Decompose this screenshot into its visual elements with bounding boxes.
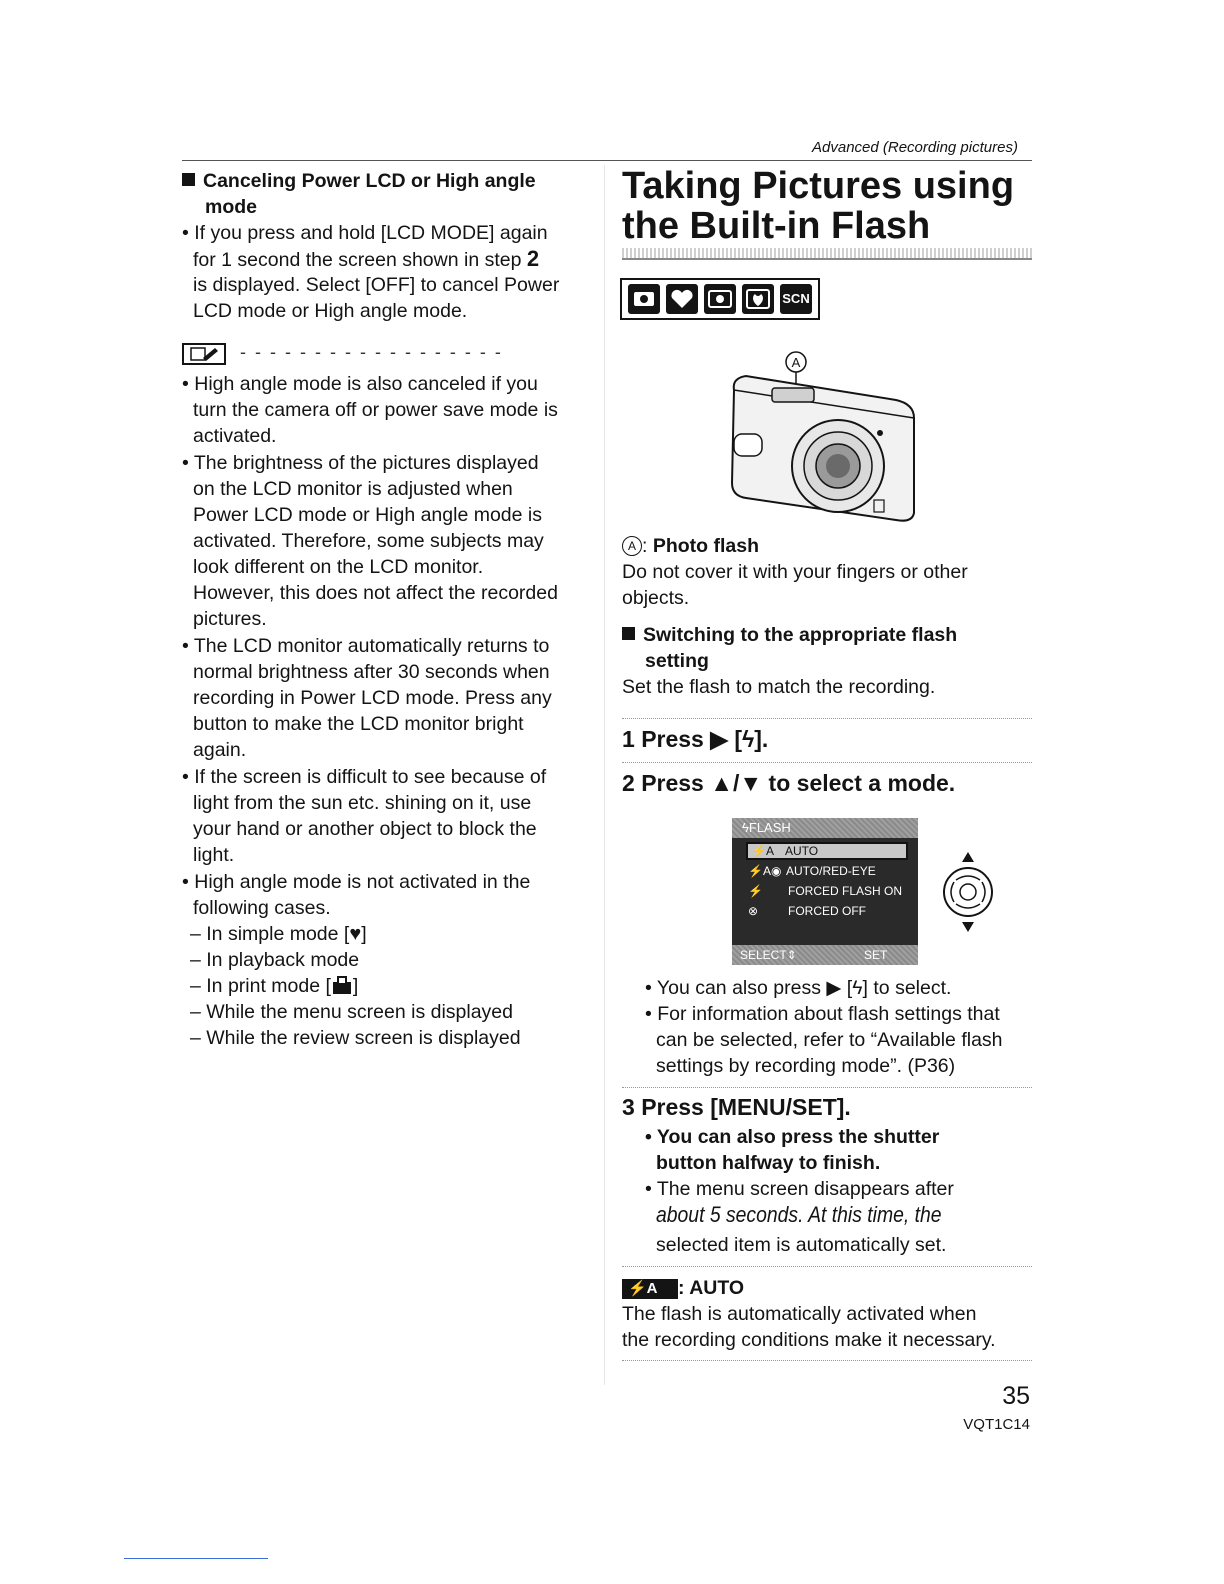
flash-auto-icon: ⚡A (622, 1279, 678, 1299)
photo-flash-desc-1: Do not cover it with your fingers or other (622, 561, 968, 583)
title-underline (622, 248, 1032, 260)
note-line: activated. (193, 425, 277, 447)
right-arrow-icon: ▶ (710, 726, 728, 752)
note-icon (182, 343, 226, 365)
page-title: Taking Pictures using the Built-in Flash (622, 165, 1015, 247)
step2-bullet: can be selected, refer to “Available flash (656, 1029, 1003, 1051)
cancel-heading: Canceling Power LCD or High angle mode (182, 168, 536, 220)
note-line: following cases. (193, 897, 331, 919)
cancel-text-2: for 1 second the screen shown in step 2 (193, 246, 540, 271)
photo-flash-caption: A : Photo flash (622, 533, 759, 559)
step-2: 2 Press ▲/▼ to select a mode. (622, 770, 956, 796)
recording-mode-icons (620, 278, 820, 320)
auto-heading: ⚡A : AUTO (622, 1275, 744, 1301)
auto-desc-1: The flash is automatically activated when (622, 1303, 977, 1325)
step-divider (622, 718, 1032, 720)
note-line: • High angle mode is also canceled if you (182, 373, 538, 395)
case-menu-screen: – While the menu screen is displayed (190, 1001, 513, 1023)
column-divider (604, 165, 605, 1385)
step3-note-2: about 5 seconds. At this time, the (656, 1202, 942, 1227)
square-bullet-icon (182, 173, 195, 186)
flash-icon: ϟ (742, 820, 749, 835)
section-label: Advanced (Recording pictures) (812, 139, 1018, 156)
step-3: 3 Press [MENU/SET]. (622, 1094, 851, 1120)
heart-icon (666, 284, 698, 314)
note-line: normal brightness after 30 seconds when (193, 661, 550, 683)
menu-item-forced-off[interactable]: ⊗ FORCED OFF (748, 904, 866, 918)
note-line: light from the sun etc. shining on it, use (193, 792, 532, 814)
step-divider (622, 1087, 1032, 1089)
photo-flash-desc-2: objects. (622, 587, 690, 609)
callout-letter: A (791, 355, 801, 370)
up-arrow-icon (962, 852, 974, 862)
menu-item-auto[interactable]: ⚡A AUTO (746, 842, 908, 860)
step3-bold-1: • You can also press the shutter (645, 1126, 940, 1148)
note-line: pictures. (193, 608, 267, 630)
note-line: look different on the LCD monitor. (193, 556, 484, 578)
square-bullet-icon (622, 627, 635, 640)
flash-icon: ϟ (852, 977, 863, 999)
step3-note-3: selected item is automatically set. (656, 1234, 947, 1256)
cancel-text-1: • If you press and hold [LCD MODE] again (182, 222, 548, 244)
note-line: on the LCD monitor is adjusted when (193, 478, 513, 500)
menu-item-forced-on[interactable]: ⚡ FORCED FLASH ON (748, 884, 903, 898)
note-line: • High angle mode is not activated in the (182, 871, 531, 893)
cancel-text-4: LCD mode or High angle mode. (193, 300, 468, 322)
camera-mode-icon (704, 284, 736, 314)
auto-desc-2: the recording conditions make it necessary. (622, 1329, 996, 1351)
note-line: • The LCD monitor automatically returns to (182, 635, 550, 657)
note-line: Power LCD mode or High angle mode is (193, 504, 543, 526)
menu-footer (732, 945, 918, 965)
note-line: • The brightness of the pictures displayed (182, 452, 539, 474)
set-hint: SET (864, 948, 888, 962)
note-line: light. (193, 844, 235, 866)
section-divider (622, 1266, 1032, 1268)
step-1: 1 Press ▶ [ϟ]. (622, 726, 769, 752)
flash-menu-screen (732, 818, 918, 965)
menu-title: ϟFLASH (732, 818, 918, 838)
top-divider (182, 160, 1032, 161)
case-playback-mode: – In playback mode (190, 949, 360, 971)
note-line: again. (193, 739, 247, 761)
case-review-screen: – While the review screen is displayed (190, 1027, 521, 1049)
switching-heading: Switching to the appropriate flash setting (622, 622, 957, 674)
cancel-text-3: is displayed. Select [OFF] to cancel Power (193, 274, 560, 296)
right-arrow-icon: ▶ (826, 977, 842, 999)
select-hint: SELECT⇕ (740, 948, 797, 962)
step2-bullet: settings by recording mode”. (P36) (656, 1055, 956, 1077)
step2-bullet: • For information about flash settings that (645, 1003, 1000, 1025)
cursor-button-diagram (940, 850, 996, 934)
step3-note-1: • The menu screen disappears after (645, 1178, 954, 1200)
camera-icon (628, 284, 660, 314)
footnote-rule (124, 1558, 268, 1559)
menu-item-auto-red-eye[interactable]: ⚡A◉ AUTO/RED-EYE (748, 864, 876, 878)
case-simple-mode: – In simple mode [♥] (190, 923, 367, 945)
note-dashes: - - - - - - - - - - - - - - - - - - (240, 342, 503, 362)
step3-bold-2: button halfway to finish. (656, 1152, 881, 1174)
page-number: 35 (1002, 1382, 1030, 1410)
macro-icon (742, 284, 774, 314)
flash-icon: ϟ (742, 726, 755, 752)
heart-icon: ♥ (349, 923, 362, 945)
note-line: your hand or another object to block the (193, 818, 537, 840)
switching-desc: Set the flash to match the recording. (622, 676, 936, 698)
case-print-mode: – In print mode [ ] (190, 973, 358, 1003)
scene-icon: SCN (780, 284, 812, 314)
down-arrow-icon (962, 922, 974, 932)
note-line: • If the screen is difficult to see because of (182, 766, 547, 788)
note-line: turn the camera off or power save mode is (193, 399, 558, 421)
note-line: button to make the LCD monitor bright (193, 713, 524, 735)
step2-bullet: • You can also press ▶ [ϟ] to select. (645, 977, 952, 999)
note-line: recording in Power LCD mode. Press any (193, 687, 552, 709)
note-line: activated. Therefore, some subjects may (193, 530, 544, 552)
doc-code: VQT1C14 (963, 1416, 1030, 1433)
camera-illustration (726, 348, 926, 528)
callout-a-icon: A (622, 536, 642, 556)
section-divider (622, 1360, 1032, 1362)
note-line: However, this does not affect the recorded (193, 582, 558, 604)
step-divider (622, 762, 1032, 764)
